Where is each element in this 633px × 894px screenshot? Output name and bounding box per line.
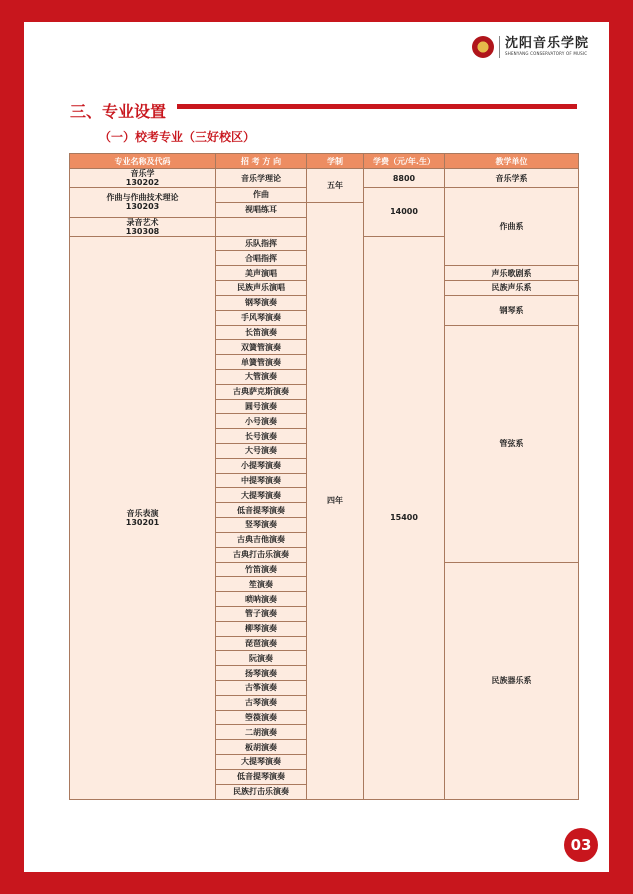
section-title: 三、专业设置 [70, 102, 167, 121]
major-cell: 作曲与作曲技术理论 130203 [70, 188, 216, 218]
unit-cell: 声乐歌剧系 [445, 266, 579, 281]
school-emblem-icon [472, 36, 494, 58]
unit-cell: 钢琴系 [445, 295, 579, 325]
direction-cell: 竖琴演奏 [216, 518, 307, 533]
logo-divider [499, 36, 500, 58]
direction-cell: 视唱练耳 [216, 202, 307, 217]
direction-cell: 中提琴演奏 [216, 473, 307, 488]
direction-cell: 长号演奏 [216, 429, 307, 444]
header-unit: 教学单位 [445, 154, 579, 169]
duration-cell: 四年 [307, 202, 364, 799]
direction-cell: 单簧管演奏 [216, 355, 307, 370]
header-duration: 学制 [307, 154, 364, 169]
direction-cell: 乐队指挥 [216, 236, 307, 251]
fee-cell: 15400 [364, 236, 445, 799]
unit-cell: 民族声乐系 [445, 281, 579, 296]
direction-cell: 阮演奏 [216, 651, 307, 666]
direction-cell: 琵琶演奏 [216, 636, 307, 651]
direction-cell: 低音提琴演奏 [216, 769, 307, 784]
major-cell: 音乐表演 130201 [70, 236, 216, 799]
direction-cell: 音乐学理论 [216, 169, 307, 188]
fee-cell: 14000 [364, 188, 445, 237]
fee-cell: 8800 [364, 169, 445, 188]
direction-cell: 圆号演奏 [216, 399, 307, 414]
unit-cell: 作曲系 [445, 188, 579, 266]
direction-cell: 低音提琴演奏 [216, 503, 307, 518]
direction-cell: 长笛演奏 [216, 325, 307, 340]
direction-cell: 板胡演奏 [216, 740, 307, 755]
direction-cell: 古筝演奏 [216, 681, 307, 696]
direction-cell: 大号演奏 [216, 444, 307, 459]
direction-cell: 钢琴演奏 [216, 295, 307, 310]
direction-cell: 大提琴演奏 [216, 755, 307, 770]
direction-cell: 柳琴演奏 [216, 621, 307, 636]
direction-cell: 箜篌演奏 [216, 710, 307, 725]
page [24, 22, 609, 872]
table-header-row [70, 154, 579, 169]
section-title-bar [177, 104, 577, 109]
direction-cell: 古琴演奏 [216, 695, 307, 710]
direction-cell: 美声演唱 [216, 266, 307, 281]
majors-table [69, 153, 579, 800]
direction-cell: 小提琴演奏 [216, 458, 307, 473]
direction-cell: 双簧管演奏 [216, 340, 307, 355]
direction-cell: 大管演奏 [216, 369, 307, 384]
direction-cell: 古典吉他演奏 [216, 532, 307, 547]
direction-cell: 民族声乐演唱 [216, 281, 307, 296]
direction-cell: 合唱指挥 [216, 251, 307, 266]
direction-cell [216, 217, 307, 236]
unit-cell: 民族器乐系 [445, 562, 579, 799]
unit-cell: 音乐学系 [445, 169, 579, 188]
direction-cell: 古典萨克斯演奏 [216, 384, 307, 399]
direction-cell: 作曲 [216, 188, 307, 203]
logo-name-cn: 沈阳音乐学院 [505, 36, 590, 51]
page-number: 03 [564, 828, 598, 862]
direction-cell: 民族打击乐演奏 [216, 784, 307, 799]
direction-cell: 大提琴演奏 [216, 488, 307, 503]
header-fee: 学费（元/年.生） [364, 154, 445, 169]
direction-cell: 笙演奏 [216, 577, 307, 592]
direction-cell: 小号演奏 [216, 414, 307, 429]
direction-cell: 竹笛演奏 [216, 562, 307, 577]
direction-cell: 扬琴演奏 [216, 666, 307, 681]
direction-cell: 唢呐演奏 [216, 592, 307, 607]
major-cell: 录音艺术 130308 [70, 217, 216, 236]
direction-cell: 古典打击乐演奏 [216, 547, 307, 562]
header-major: 专业名称及代码 [70, 154, 216, 169]
logo-text [505, 37, 589, 57]
school-logo [472, 36, 589, 58]
duration-cell: 五年 [307, 169, 364, 203]
direction-cell: 二胡演奏 [216, 725, 307, 740]
major-cell: 音乐学 130202 [70, 169, 216, 188]
direction-cell: 管子演奏 [216, 606, 307, 621]
subsection-title: （一）校考专业（三好校区） [99, 130, 256, 144]
header-direction: 招 考 方 向 [216, 154, 307, 169]
logo-name-en: SHENYANG CONSERVATORY OF MUSIC [505, 51, 588, 56]
unit-cell: 管弦系 [445, 325, 579, 562]
direction-cell: 手风琴演奏 [216, 310, 307, 325]
